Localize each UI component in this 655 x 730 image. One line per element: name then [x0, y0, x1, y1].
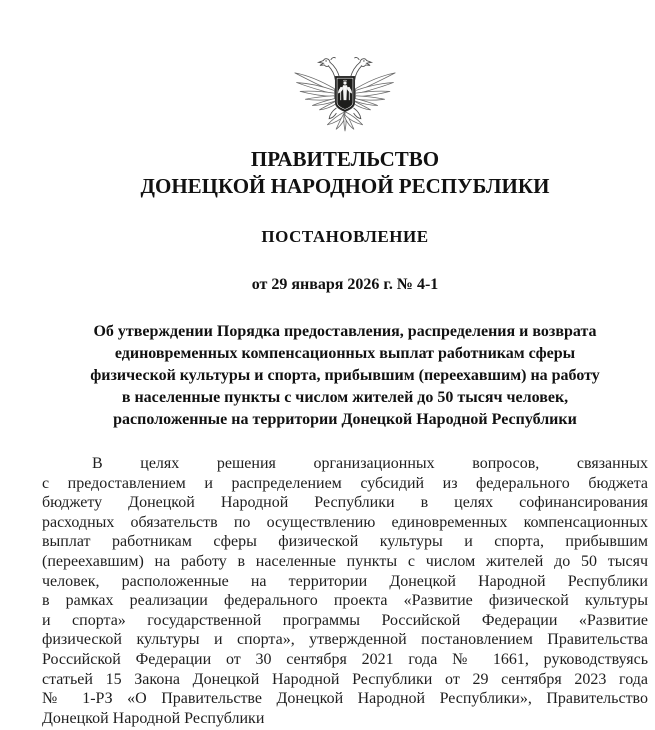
body-line: физической культуры и спорта», утвержденной постановлением Правительства — [42, 631, 648, 649]
document-page — [42, 0, 648, 728]
org-name-line2: ДОНЕЦКОЙ НАРОДНОЙ РЕСПУБЛИКИ — [140, 174, 550, 198]
coat-of-arms-icon — [292, 50, 398, 138]
document-type: ПОСТАНОВЛЕНИЕ — [261, 227, 429, 246]
body-line: В целях решения организационных вопросов, связанных — [92, 455, 648, 472]
subject-line: в населенные пункты с числом жителей до 50 тысяч человек, — [121, 389, 569, 406]
subject-line: Об утверждении Порядка предоставления, распределения и возврата — [93, 323, 597, 340]
document-date-number: от 29 января 2026 г. № 4-1 — [251, 276, 439, 293]
subject-line: единовременных компенсационных выплат работникам сферы — [114, 345, 576, 362]
body-line: № 1-РЗ «О Правительстве Донецкой Народной Республики», Правительство — [42, 690, 648, 708]
body-line: бюджету Донецкой Народной Республики в целях софинансирования — [42, 494, 648, 512]
body-line: в рамках реализации федерального проекта «Развитие физической культуры — [42, 592, 648, 610]
body-line: человек, расположенные на территории Донецкой Народной Республики — [42, 572, 648, 590]
body-line: статьей 15 Закона Донецкой Народной Республики от 29 сентября 2023 года — [42, 670, 648, 688]
body-line: (переехавшим) на работу в населенные пункты с числом жителей до 50 тысяч — [42, 552, 648, 570]
subject-line: расположенные на территории Донецкой Народной Республики — [113, 411, 577, 428]
body-line: с предоставлением и распределением субсидий из федерального бюджета — [42, 474, 648, 492]
body-line: Донецкой Народной Республики — [42, 709, 265, 727]
body-line: выплат работникам сферы физической культуры и спорта, прибывшим — [42, 533, 648, 551]
subject-line: физической культуры и спорта, прибывшим (переехавшим) на работу — [90, 367, 600, 384]
document-body — [42, 454, 648, 728]
issuing-authority — [42, 146, 648, 200]
body-line: и спорта» государственной программы Российской Федерации «Развитие — [42, 611, 648, 629]
body-line: Российской Федерации от 30 сентября 2021 года № 1661, руководствуясь — [42, 650, 648, 668]
document-subject — [42, 321, 648, 431]
body-line: расходных обязательств по осуществлению единовременных компенсационных — [42, 513, 648, 531]
org-name-line1: ПРАВИТЕЛЬСТВО — [250, 147, 440, 171]
